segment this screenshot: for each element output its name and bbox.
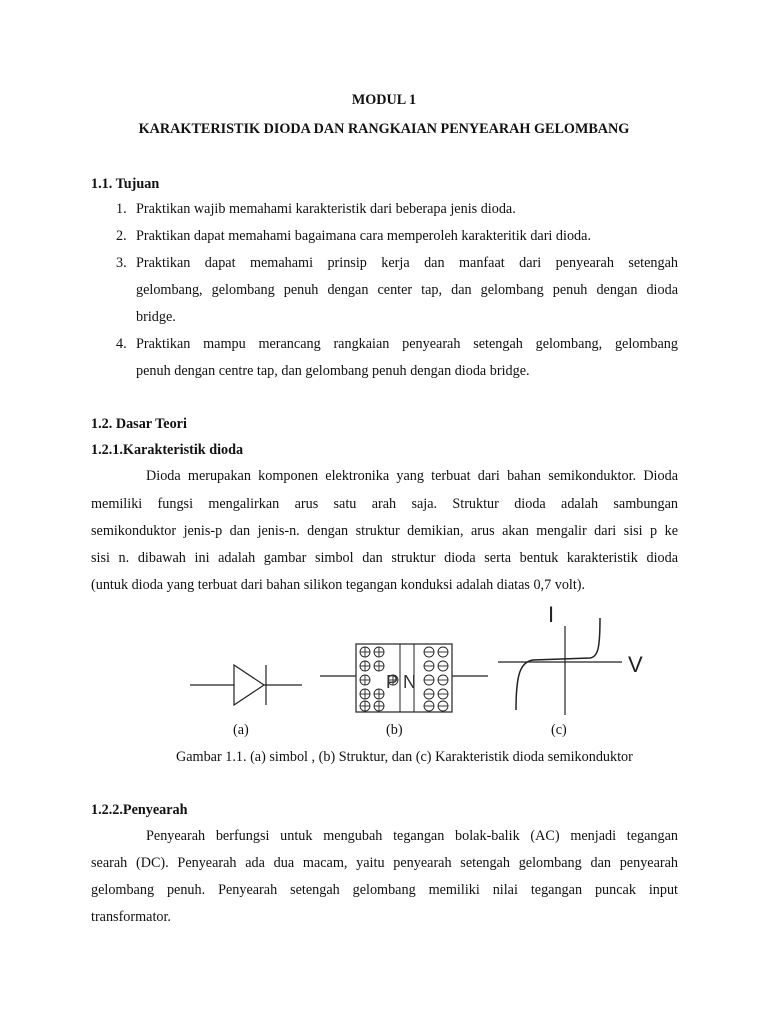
n-region-label: N	[403, 672, 416, 692]
subsection-heading-penyearah: 1.2.2.Penyearah	[91, 802, 188, 818]
diode-structure-figure	[320, 640, 490, 720]
paragraph-line: Penyearah berfungsi untuk mengubah tegangan bolak-balik (AC) menjadi tegangan	[146, 828, 678, 844]
list-text: Praktikan dapat memahami prinsip kerja dan manfaat dari penyearah setengah	[136, 255, 678, 271]
paragraph-line: transformator.	[91, 909, 171, 925]
list-number: 1.	[116, 201, 127, 217]
list-text: gelombang, gelombang penuh dengan center tap, dan gelombang penuh dengan dioda	[136, 282, 678, 298]
paragraph-line: sisi n. dibawah ini adalah gambar simbol dan struktur dioda serta bentuk karakteristik dioda	[91, 550, 678, 566]
list-number: 3.	[116, 255, 127, 271]
module-subtitle: KARAKTERISTIK DIODA DAN RANGKAIAN PENYEARAH GELOMBANG	[138, 121, 630, 137]
paragraph-line: Dioda merupakan komponen elektronika yang terbuat dari bahan semikonduktor. Dioda	[146, 468, 678, 484]
figure-caption: Gambar 1.1. (a) simbol , (b) Struktur, dan (c) Karakteristik dioda semikonduktor	[176, 749, 633, 765]
voltage-axis-label: V	[628, 652, 643, 677]
list-text: Praktikan wajib memahami karakteristik dari beberapa jenis dioda.	[136, 201, 516, 217]
section-heading-dasar-teori: 1.2. Dasar Teori	[91, 416, 187, 432]
figure-label-c: (c)	[551, 722, 567, 738]
list-text: penuh dengan centre tap, dan gelombang penuh dengan dioda bridge.	[136, 363, 530, 379]
paragraph-line: (untuk dioda yang terbuat dari bahan silikon tegangan konduksi adalah diatas 0,7 volt).	[91, 577, 586, 593]
diode-symbol-figure	[190, 655, 310, 705]
list-text: bridge.	[136, 309, 176, 325]
figure-label-b: (b)	[386, 722, 403, 738]
paragraph-line: memiliki fungsi mengalirkan arus satu arah saja. Struktur dioda adalah sambungan	[91, 496, 678, 512]
list-text: Praktikan mampu merancang rangkaian penyearah setengah gelombang, gelombang	[136, 336, 678, 352]
paragraph-line: searah (DC). Penyearah ada dua macam, yaitu penyearah setengah gelombang dan penyearah	[91, 855, 678, 871]
list-number: 2.	[116, 228, 127, 244]
module-title: MODUL 1	[351, 92, 417, 108]
diode-characteristic-figure	[498, 600, 658, 715]
section-heading-tujuan: 1.1. Tujuan	[91, 176, 160, 192]
figure-label-a: (a)	[233, 722, 249, 738]
paragraph-line: semikonduktor jenis-p dan jenis-n. dengan struktur demikian, arus akan mengalir dari sisi p ke	[91, 523, 678, 539]
subsection-heading-karakteristik: 1.2.1.Karakteristik dioda	[91, 442, 244, 458]
list-number: 4.	[116, 336, 127, 352]
paragraph-line: gelombang penuh. Penyearah setengah gelombang memiliki nilai tegangan puncak input	[91, 882, 678, 898]
p-region-label: P	[386, 672, 399, 692]
current-axis-label: I	[548, 602, 555, 627]
list-text: Praktikan dapat memahami bagaimana cara memperoleh karakteritik dari dioda.	[136, 228, 591, 244]
